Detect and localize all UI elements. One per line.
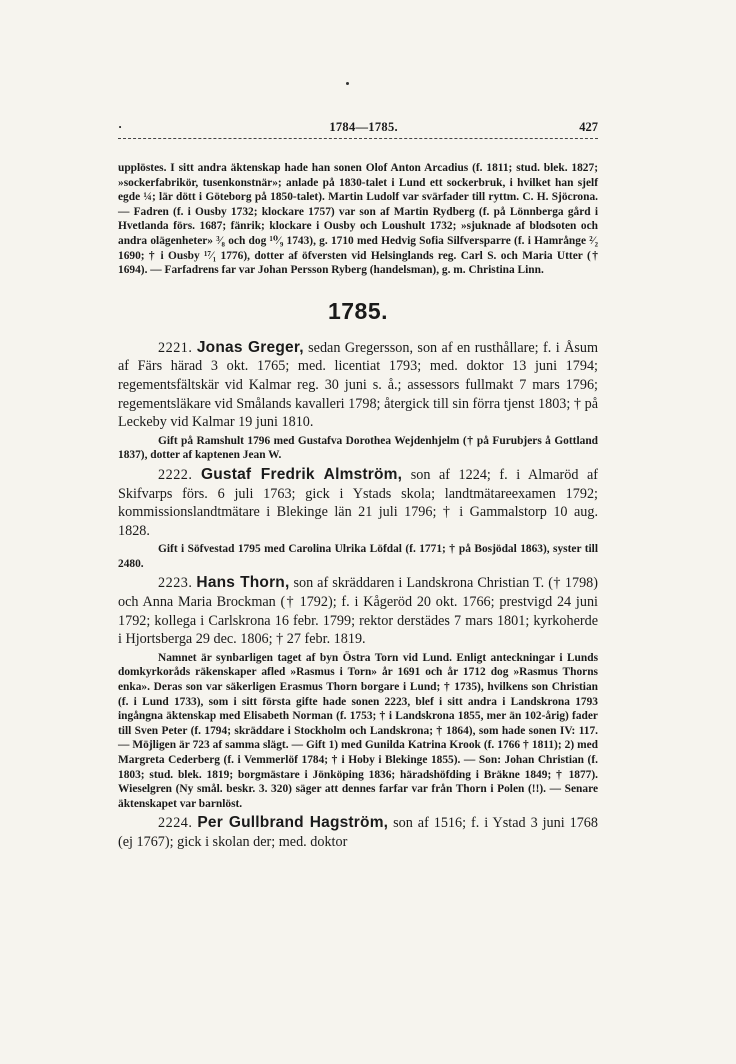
entry-name: Gustaf Fredrik Almström, xyxy=(200,465,403,483)
entry-name: Hans Thorn, xyxy=(196,574,290,592)
entry-2221 xyxy=(118,339,598,432)
page-number: 427 xyxy=(579,120,598,134)
header-years: 1784—1785. xyxy=(329,120,398,134)
running-header xyxy=(118,120,598,139)
entry-number: 2222. xyxy=(158,466,193,483)
entry-number: 2223. xyxy=(158,575,193,592)
header-spacer: · xyxy=(118,120,123,134)
entry-name: Per Gullbrand Hagström, xyxy=(197,814,389,832)
entry-note: Gift på Ramshult 1796 med Gustafva Dorothea Wejdenhjelm († på Furubjers å Gottland 1837), dotter af kaptenen Jean W. xyxy=(118,434,598,462)
entry-note: Namnet är synbarligen taget af byn Östra Torn vid Lund. Enligt anteckningar i Lunds domkyrkoråds räkenskaper afled »Rasmus i Torn» år 1691 och år 1712 dog »Rasmus Thorns enka». Deras son var säkerligen Erasmus Thorn borgare i Lund; † 1735), hvilkens son Christian (f. i Lund 1733), som i sitt första gifte hade sonen 2223, blef i sitt andra i Landskrona 1793 ingångna äktenskap med Elisabeth Norman (f. 1753; † i Landskrona 1855, mer än 102-årig) fader till Sven Peter (f. 1794; skräddare i Stockholm och Landskrona; † 1864), som hade sonen IV: 117. — Möjligen är 723 af samma slägt. — Gift 1) med Gunilda Katrina Krook (f. 1766 † 1811); 2) med Margreta Cederberg (f. i Vemmerlöf 1784; † i Hoby i Blekinge 1855). — Son: Johan Christian (f. 1803; stud. blek. 1819; borgmästare i Jönköping 1836; häradshöfding i Bräkne 1849; † 1877). Wieselgren (Ny smål. beskr. 3. 320) säger att dennes farfar var från Thorn i Polen (!!). — Senare äktenskapet var barnlöst. xyxy=(118,651,598,810)
entry-body: son af 1224; f. i Almaröd af Skifvarps förs. 6 juli 1763; gick i Ystads skola; landtmätareexamen 1792; kommissionslandtmätare i Blekinge län 21 juli 1796; † i Gammalstorp 10 aug. 1828. xyxy=(118,466,598,539)
year-heading: 1785. xyxy=(327,297,389,324)
entry-2222 xyxy=(118,466,598,540)
entry-2224 xyxy=(118,814,598,851)
entry-body: son af skräddaren i Landskrona Christian T. († 1798) och Anna Maria Brockman († 1792); f. i Kågeröd 20 okt. 1766; prestvigd 24 juni 1792; kollega i Carlskrona 16 febr. 1799; rektor derstädes 7 mars 1801; kyrkoherde i Hjortsberga 29 dec. 1806; † 27 febr. 1819. xyxy=(118,575,599,648)
entry-2223 xyxy=(118,574,598,648)
intro-paragraph: upplöstes. I sitt andra äktenskap hade han sonen Olof Anton Arcadius (f. 1811; stud. blek. 1827; »sockerfabrikör, tusenkonstnär»; anlade på 1830-talet i Lund ett sockerbruk, i hvilket han sjelf egde ¼; lär dött i Göteborg på 1850-talet). Martin Ludolf var svärfader till ryttm. C. H. Sjöcrona. — Fadren (f. i Ousby 1732; klockare 1757) var son af Martin Rydberg (f. på Lönnberga gård i Hvetlanda förs. 1687; fänrik; klockare i Ousby och Loushult 1732; »sjuknade af blodsoten och andra olägenheter» ³⁄₈ och dog ¹⁰⁄₉ 1743), g. 1710 med Hedvig Sofia Silfversparre (f. i Hamrånge ²⁄₂ 1690; † i Ousby ¹⁷⁄₁ 1776), dotter af öfversten vid Helsinglands reg. Carl S. och Maria Utter († 1694). — Farfadrens far var Johan Persson Ryberg (handelsman), g. m. Christina Linn. xyxy=(118,162,598,277)
entry-name: Jonas Greger, xyxy=(196,338,304,356)
entry-number: 2221. xyxy=(158,339,193,356)
entry-note: Gift i Söfvestad 1795 med Carolina Ulrika Löfdal (f. 1771; † på Bosjödal 1863), syster till 2480. xyxy=(118,543,598,570)
entry-body: son af 1516; f. i Ystad 3 juni 1768 (ej 1767); gick i skolan der; med. doktor xyxy=(118,815,598,850)
entry-body: sedan Gregersson, son af en rusthållare; f. i Åsum af Färs härad 3 okt. 1765; med. licentiat 1793; med. doktor 13 juni 1794; regementsfältskär vid Kalmar reg. 30 juni s. å.; assessors fullmakt 7 mars 1796; regementsläkare vid Smålands kavalleri 1798; återgick till sin förra tjenst 1803; † på Leckeby vid Kalmar 19 juni 1810. xyxy=(118,339,598,431)
book-page xyxy=(118,96,598,852)
stray-dot xyxy=(346,82,349,85)
entry-number: 2224. xyxy=(158,815,193,832)
